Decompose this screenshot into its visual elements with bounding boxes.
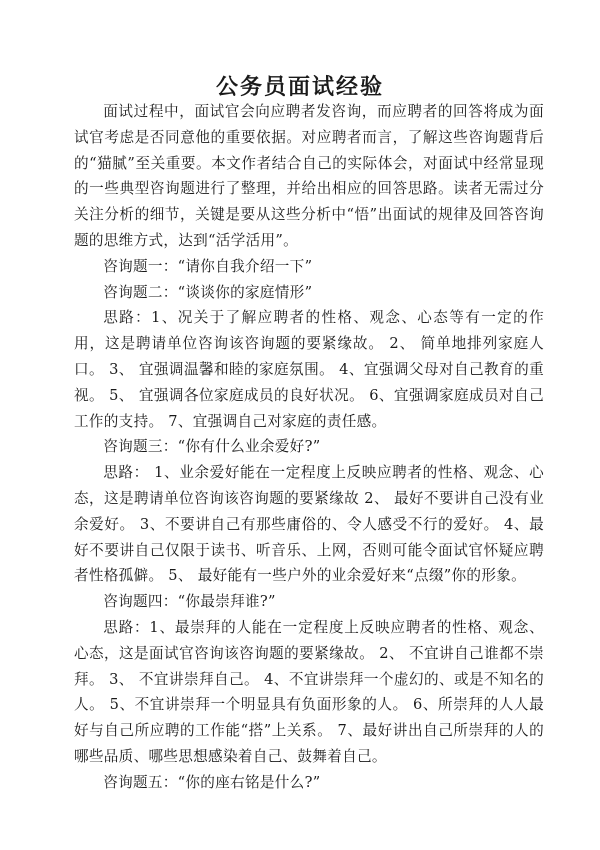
answer-4-paragraph: 思路：1、最崇拜的人能在一定程度上反映应聘者的性格、观念、心态，这是面试官咨询该咨询题的要紧缘故。 2、 不宜讲自己谁都不崇拜。 3、 不宜讲崇拜自己。 4、不宜讲崇拜一个虚幻的、或是不知名的人。 5、不宜讲崇拜一个明显具有负面形象的人。 6、所崇拜的人人最好与自己所应聘的工作能“搭”上关系。 7、最好讲出自己所崇拜的人的哪些品质、哪些思想感染着自己、鼓舞着自己。 bbox=[74, 618, 544, 765]
question-2: 咨询题二：“谈谈你的家庭情形” bbox=[103, 283, 313, 301]
question-5: 咨询题五：“你的座右铭是什么?” bbox=[103, 773, 321, 791]
question-4: 咨询题四：“你最崇拜谁?” bbox=[103, 593, 276, 611]
answer-3-paragraph: 思路： 1、业余爱好能在一定程度上反映应聘者的性格、观念、心态，这是聘请单位咨询该咨询题的要紧缘故 2、 最好不要讲自己没有业余爱好。 3、不要讲自己有那些庸俗的、令人感受不行的爱好。 4、最好不要讲自己仅限于读书、听音乐、上网，否则可能令面试官怀疑应聘者性格孤僻。 5、 最好能有一些户外的业余爱好来“点缀”你的形象。 bbox=[74, 464, 544, 585]
document-body bbox=[74, 99, 544, 796]
answer-2-paragraph: 思路：1、况关于了解应聘者的性格、观念、心态等有一定的作用，这是聘请单位咨询该咨询题的要紧缘故。 2、 简单地排列家庭人口。 3、 宜强调温馨和睦的家庭氛围。 4、宜强调父母对自己教育的重视。 5、 宜强调各位家庭成员的良好状况。 6、宜强调家庭成员对自己工作的支持。 7、宜强调自己对家庭的责任感。 bbox=[74, 309, 544, 430]
question-3: 咨询题三：“你有什么业余爱好?” bbox=[103, 438, 321, 456]
question-1: 咨询题一：“请你自我介绍一下” bbox=[103, 257, 313, 275]
intro-paragraph: 面试过程中，面试官会向应聘者发咨询，而应聘者的回答将成为面试官考虑是否同意他的重要依据。对应聘者而言，了解这些咨询题背后的“猫腻”至关重要。本文作者结合自己的实际体会，对面试中经常显现的一些典型咨询题进行了整理，并给出相应的回答思路。读者无需过分关注分析的细节，关键是要从这些分析中“悟”出面试的规律及回答咨询题的思维方式，达到“活学活用”。 bbox=[74, 103, 544, 249]
page-title: 公务员面试经验 bbox=[215, 75, 384, 100]
